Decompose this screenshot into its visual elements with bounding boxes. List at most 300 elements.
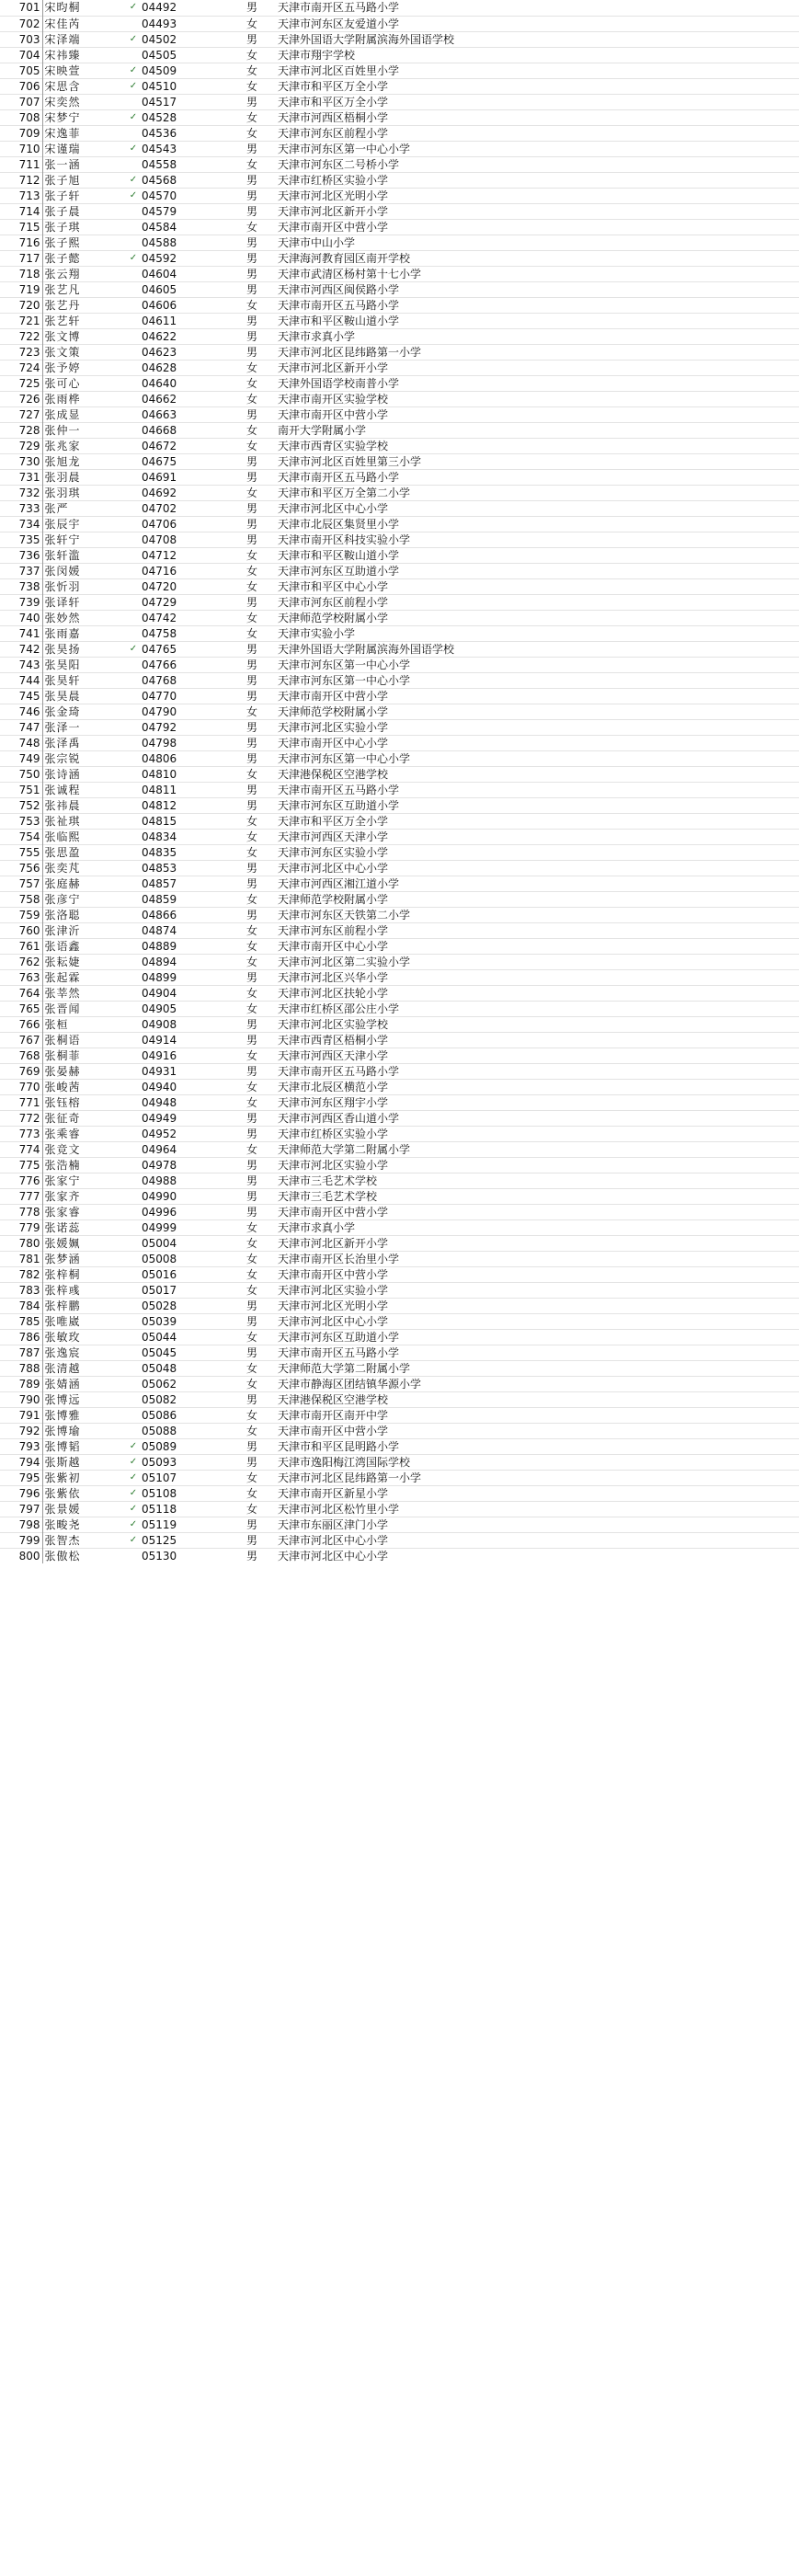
check-mark-icon: ✓ (129, 1518, 138, 1529)
spacer-cell (208, 672, 228, 688)
exam-code: 04765 (142, 642, 177, 656)
student-gender: 女 (245, 1236, 257, 1250)
row-index: 771 (0, 1094, 42, 1110)
table-row (0, 813, 799, 829)
exam-code: 04940 (142, 1080, 177, 1093)
table-row (0, 954, 799, 969)
check-mark-icon: ✓ (129, 174, 138, 185)
student-name: 张征奇 (44, 1111, 81, 1125)
exam-code: 04742 (142, 611, 177, 624)
check-mark-icon (127, 391, 140, 406)
student-gender: 女 (245, 548, 257, 562)
row-index: 786 (0, 1329, 42, 1345)
row-index: 734 (0, 516, 42, 532)
row-index: 705 (0, 63, 42, 78)
table-row (0, 16, 799, 31)
row-index: 716 (0, 235, 42, 250)
student-gender: 女 (245, 439, 257, 452)
student-gender: 男 (245, 501, 257, 515)
student-name: 张莘然 (44, 986, 81, 1000)
spacer-cell (208, 1470, 228, 1485)
student-gender: 女 (245, 1283, 257, 1297)
spacer-cell (208, 1157, 228, 1173)
student-gender: 男 (245, 142, 257, 155)
check-mark-icon: ✓ (129, 1534, 138, 1545)
check-mark-icon (127, 954, 140, 969)
exam-code: 04579 (142, 204, 177, 218)
check-mark-icon (127, 469, 140, 485)
exam-code: 04859 (142, 892, 177, 906)
student-gender: 男 (245, 173, 257, 187)
row-index: 736 (0, 547, 42, 563)
spacer-cell (208, 1485, 228, 1501)
school-name: 天津外国语大学附属滨海外国语学校 (278, 642, 455, 656)
check-mark-icon (127, 1282, 140, 1298)
row-index: 719 (0, 281, 42, 297)
table-row (0, 94, 799, 109)
exam-code: 04628 (142, 361, 177, 374)
spacer-cell (208, 1235, 228, 1251)
student-gender: 女 (245, 376, 257, 390)
table-row (0, 1391, 799, 1407)
row-index: 795 (0, 1470, 42, 1485)
student-gender: 女 (245, 1002, 257, 1015)
check-mark-icon (127, 438, 140, 453)
school-name: 天津市河北区中心小学 (278, 1314, 389, 1328)
spacer-cell (208, 625, 228, 641)
student-name: 张雨桦 (44, 392, 81, 406)
exam-code: 04894 (142, 955, 177, 968)
student-name: 张祉琪 (44, 814, 81, 828)
row-index: 761 (0, 938, 42, 954)
spacer-cell (208, 500, 228, 516)
check-mark-icon (127, 266, 140, 281)
exam-code: 04931 (142, 1064, 177, 1078)
row-index: 726 (0, 391, 42, 406)
spacer-cell (208, 1329, 228, 1345)
check-mark-icon (127, 688, 140, 704)
table-row (0, 328, 799, 344)
row-index: 733 (0, 500, 42, 516)
exam-code: 04675 (142, 454, 177, 468)
row-index: 754 (0, 829, 42, 844)
spacer-cell (208, 735, 228, 750)
exam-code: 05039 (142, 1314, 177, 1328)
row-index: 753 (0, 813, 42, 829)
check-mark-icon: ✓ (129, 1440, 138, 1451)
table-row (0, 1126, 799, 1141)
exam-code: 04904 (142, 986, 177, 1000)
school-name: 天津市南开区中心小学 (278, 736, 389, 750)
table-row (0, 1032, 799, 1048)
exam-code: 04622 (142, 329, 177, 343)
row-index: 746 (0, 704, 42, 719)
table-row (0, 235, 799, 250)
check-mark-icon (127, 219, 140, 235)
exam-code: 04758 (142, 626, 177, 640)
spacer-cell (208, 860, 228, 876)
table-row (0, 1298, 799, 1313)
exam-code: 04568 (142, 173, 177, 187)
check-mark-icon (127, 891, 140, 907)
student-gender: 男 (245, 1392, 257, 1406)
table-row (0, 1266, 799, 1282)
student-name: 张轩宁 (44, 532, 81, 546)
student-gender: 男 (245, 235, 257, 249)
student-gender: 女 (245, 955, 257, 968)
exam-code: 04729 (142, 595, 177, 609)
student-name: 张博远 (44, 1392, 81, 1406)
student-name: 张景媛 (44, 1502, 81, 1516)
school-name: 天津市河北区新开小学 (278, 361, 389, 374)
student-gender: 男 (245, 1174, 257, 1187)
table-row (0, 1376, 799, 1391)
school-name: 天津市河北区中心小学 (278, 501, 389, 515)
student-name: 张斯越 (44, 1455, 81, 1469)
school-name: 天津市和平区中心小学 (278, 579, 389, 593)
school-name: 天津市和平区万全小学 (278, 95, 389, 109)
exam-code: 04570 (142, 189, 177, 202)
exam-code: 04536 (142, 126, 177, 140)
check-mark-icon (127, 313, 140, 328)
row-index: 785 (0, 1313, 42, 1329)
table-row (0, 1360, 799, 1376)
exam-code: 04835 (142, 845, 177, 859)
table-row (0, 891, 799, 907)
spacer-cell (208, 1407, 228, 1423)
spacer-cell (208, 1423, 228, 1438)
school-name: 天津市南开区中营小学 (278, 689, 389, 703)
school-name: 天津市东丽区津门小学 (278, 1517, 389, 1531)
school-name: 天津市南开区新星小学 (278, 1486, 389, 1500)
student-name: 张婧涵 (44, 1377, 81, 1391)
row-index: 702 (0, 16, 42, 31)
spacer-cell (208, 328, 228, 344)
spacer-cell (208, 141, 228, 156)
check-mark-icon (127, 516, 140, 532)
spacer-cell (208, 422, 228, 438)
school-name: 天津市静海区团结镇华源小学 (278, 1377, 422, 1391)
table-row (0, 313, 799, 328)
student-name: 张宗锐 (44, 751, 81, 765)
student-gender: 女 (245, 423, 257, 437)
student-name: 张紫初 (44, 1471, 81, 1484)
table-row (0, 829, 799, 844)
school-name: 天津市南开区中营小学 (278, 407, 389, 421)
student-gender: 女 (245, 48, 257, 62)
spacer-cell (208, 1204, 228, 1219)
row-index: 740 (0, 610, 42, 625)
spacer-cell (208, 1548, 228, 1563)
row-index: 765 (0, 1001, 42, 1016)
check-mark-icon (127, 1329, 140, 1345)
exam-code: 04964 (142, 1142, 177, 1156)
table-row (0, 1141, 799, 1157)
exam-code: 04505 (142, 48, 177, 62)
spacer-cell (208, 1219, 228, 1235)
student-name: 张浩楠 (44, 1158, 81, 1172)
student-name: 张清越 (44, 1361, 81, 1375)
check-mark-icon (127, 547, 140, 563)
check-mark-icon (127, 1298, 140, 1313)
spacer-cell (208, 109, 228, 125)
table-row (0, 750, 799, 766)
row-index: 756 (0, 860, 42, 876)
student-gender: 女 (245, 1408, 257, 1422)
row-index: 773 (0, 1126, 42, 1141)
student-gender: 男 (245, 1111, 257, 1125)
student-name: 张梦涵 (44, 1252, 81, 1265)
spacer-cell (208, 360, 228, 375)
row-index: 782 (0, 1266, 42, 1282)
student-name: 张奕芃 (44, 861, 81, 875)
spacer-cell (208, 516, 228, 532)
table-row (0, 735, 799, 750)
school-name: 天津市求真小学 (278, 1220, 356, 1234)
spacer-cell (208, 1360, 228, 1376)
school-name: 天津外国语学校南普小学 (278, 376, 400, 390)
spacer-cell (208, 813, 228, 829)
student-gender: 男 (245, 282, 257, 296)
student-name: 张语鑫 (44, 939, 81, 953)
exam-code: 04899 (142, 970, 177, 984)
check-mark-icon (127, 1032, 140, 1048)
student-name: 张羽晨 (44, 470, 81, 484)
exam-code: 05017 (142, 1283, 177, 1297)
student-name: 张诺蕊 (44, 1220, 81, 1234)
table-row (0, 1532, 799, 1548)
check-mark-icon (127, 922, 140, 938)
student-name: 张子熙 (44, 235, 81, 249)
school-name: 天津市武清区杨村第十七小学 (278, 267, 422, 280)
table-row (0, 0, 799, 16)
student-name: 张智杰 (44, 1533, 81, 1547)
spacer-cell (208, 1188, 228, 1204)
student-gender: 女 (245, 1267, 257, 1281)
row-index: 738 (0, 578, 42, 594)
school-name: 天津市河东区前程小学 (278, 595, 389, 609)
school-name: 天津市翔宇学校 (278, 48, 356, 62)
student-gender: 女 (245, 1048, 257, 1062)
exam-code: 04916 (142, 1048, 177, 1062)
spacer-cell (208, 94, 228, 109)
exam-code: 04493 (142, 17, 177, 30)
exam-code: 04691 (142, 470, 177, 484)
check-mark-icon (127, 672, 140, 688)
check-mark-icon (127, 1016, 140, 1032)
table-row (0, 438, 799, 453)
row-index: 737 (0, 563, 42, 578)
table-row (0, 375, 799, 391)
row-index: 755 (0, 844, 42, 860)
check-mark-icon (127, 1079, 140, 1094)
school-name: 天津市南开区五马路小学 (278, 1345, 400, 1359)
spacer-cell (208, 1094, 228, 1110)
student-name: 张桐菲 (44, 1048, 81, 1062)
school-name: 天津市南开区五马路小学 (278, 1064, 400, 1078)
row-index: 791 (0, 1407, 42, 1423)
spacer-cell (208, 438, 228, 453)
check-mark-icon (127, 750, 140, 766)
row-index: 701 (0, 0, 42, 16)
student-name: 张昊扬 (44, 642, 81, 656)
row-index: 720 (0, 297, 42, 313)
exam-code: 04790 (142, 704, 177, 718)
check-mark-icon (127, 281, 140, 297)
school-name: 天津市河西区香山道小学 (278, 1111, 400, 1125)
row-index: 800 (0, 1548, 42, 1563)
table-row (0, 1219, 799, 1235)
school-name: 天津市河北区松竹里小学 (278, 1502, 400, 1516)
spacer-cell (208, 313, 228, 328)
spacer-cell (208, 766, 228, 782)
school-name: 天津市中山小学 (278, 235, 356, 249)
spacer-cell (208, 375, 228, 391)
student-name: 张畯尧 (44, 1517, 81, 1531)
table-row (0, 485, 799, 500)
student-name: 张傲松 (44, 1549, 81, 1563)
spacer-cell (208, 406, 228, 422)
school-name: 天津市南开区五马路小学 (278, 1, 400, 15)
student-gender: 男 (245, 642, 257, 656)
check-mark-icon (127, 1141, 140, 1157)
school-name: 天津市河北区兴华小学 (278, 970, 389, 984)
school-name: 天津市河东区第一中心小学 (278, 142, 411, 155)
spacer-cell (208, 1298, 228, 1313)
school-name: 天津市南开区中心小学 (278, 939, 389, 953)
exam-code: 04889 (142, 939, 177, 953)
student-name: 张思盈 (44, 845, 81, 859)
row-index: 715 (0, 219, 42, 235)
exam-code: 04952 (142, 1127, 177, 1140)
school-name: 天津市河北区实验小学 (278, 720, 389, 734)
student-gender: 女 (245, 767, 257, 781)
school-name: 天津市河西区湘江道小学 (278, 876, 400, 890)
spacer-cell (208, 641, 228, 657)
school-name: 天津市求真小学 (278, 329, 356, 343)
exam-code: 05082 (142, 1392, 177, 1406)
school-name: 天津市逸阳梅江湾国际学校 (278, 1455, 411, 1469)
exam-code: 04770 (142, 689, 177, 703)
student-gender: 男 (245, 1533, 257, 1547)
student-name: 张泽一 (44, 720, 81, 734)
exam-code: 04706 (142, 517, 177, 531)
row-index: 706 (0, 78, 42, 94)
row-index: 772 (0, 1110, 42, 1126)
student-gender: 男 (245, 517, 257, 531)
table-row (0, 532, 799, 547)
student-name: 张家睿 (44, 1205, 81, 1219)
exam-code: 04558 (142, 157, 177, 171)
row-index: 764 (0, 985, 42, 1001)
check-mark-icon (127, 985, 140, 1001)
check-mark-icon (127, 766, 140, 782)
student-name: 张博韬 (44, 1439, 81, 1453)
student-gender: 女 (245, 579, 257, 593)
student-name: 张博雅 (44, 1408, 81, 1422)
student-name: 张乘睿 (44, 1127, 81, 1140)
table-row (0, 1016, 799, 1032)
student-gender: 男 (245, 329, 257, 343)
school-name: 天津市河东区实验小学 (278, 845, 389, 859)
check-mark-icon (127, 1407, 140, 1423)
check-mark-icon: ✓ (129, 143, 138, 154)
check-mark-icon: ✓ (129, 2, 138, 13)
row-index: 790 (0, 1391, 42, 1407)
table-row (0, 500, 799, 516)
student-gender: 男 (245, 876, 257, 890)
school-name: 天津师范学校附属小学 (278, 892, 389, 906)
student-name: 张家宁 (44, 1174, 81, 1187)
table-row (0, 1407, 799, 1423)
table-row (0, 360, 799, 375)
student-name: 张译轩 (44, 595, 81, 609)
student-name: 张桓 (44, 1017, 69, 1031)
row-index: 717 (0, 250, 42, 266)
exam-code: 04811 (142, 783, 177, 796)
school-name: 天津师范大学第二附属小学 (278, 1142, 411, 1156)
student-name: 张仲一 (44, 423, 81, 437)
table-row (0, 938, 799, 954)
school-name: 天津市和平区万全第二小学 (278, 486, 411, 499)
student-gender: 女 (245, 1252, 257, 1265)
school-name: 天津市河北区光明小学 (278, 189, 389, 202)
student-gender: 男 (245, 204, 257, 218)
student-name: 宋奕然 (44, 95, 81, 109)
exam-code: 04588 (142, 235, 177, 249)
school-name: 南开大学附属小学 (278, 423, 367, 437)
check-mark-icon (127, 1001, 140, 1016)
student-name: 张闵媛 (44, 564, 81, 578)
row-index: 775 (0, 1157, 42, 1173)
row-index: 763 (0, 969, 42, 985)
table-row (0, 31, 799, 47)
spacer-cell (208, 985, 228, 1001)
school-name: 天津市河北区实验小学 (278, 1158, 389, 1172)
check-mark-icon (127, 47, 140, 63)
student-gender: 女 (245, 1080, 257, 1093)
exam-code: 04672 (142, 439, 177, 452)
student-name: 宋泽端 (44, 32, 81, 46)
student-name: 张成显 (44, 407, 81, 421)
school-name: 天津市南开区中营小学 (278, 1424, 389, 1437)
check-mark-icon: ✓ (129, 643, 138, 654)
table-row (0, 516, 799, 532)
exam-code: 04812 (142, 798, 177, 812)
row-index: 744 (0, 672, 42, 688)
row-index: 747 (0, 719, 42, 735)
row-index: 778 (0, 1204, 42, 1219)
row-index: 780 (0, 1235, 42, 1251)
school-name: 天津市红桥区实验小学 (278, 173, 389, 187)
spacer-cell (208, 297, 228, 313)
student-name: 张子琪 (44, 220, 81, 234)
check-mark-icon (127, 1204, 140, 1219)
school-name: 天津师范学校附属小学 (278, 704, 389, 718)
student-name: 张起霖 (44, 970, 81, 984)
spacer-cell (208, 16, 228, 31)
spacer-cell (208, 1438, 228, 1454)
student-name: 张洛聪 (44, 908, 81, 922)
exam-code: 04716 (142, 564, 177, 578)
row-index: 727 (0, 406, 42, 422)
row-index: 707 (0, 94, 42, 109)
spacer-cell (208, 1063, 228, 1079)
exam-code: 05045 (142, 1345, 177, 1359)
student-name: 宋梦宁 (44, 110, 81, 124)
exam-code: 04815 (142, 814, 177, 828)
table-row (0, 1079, 799, 1094)
